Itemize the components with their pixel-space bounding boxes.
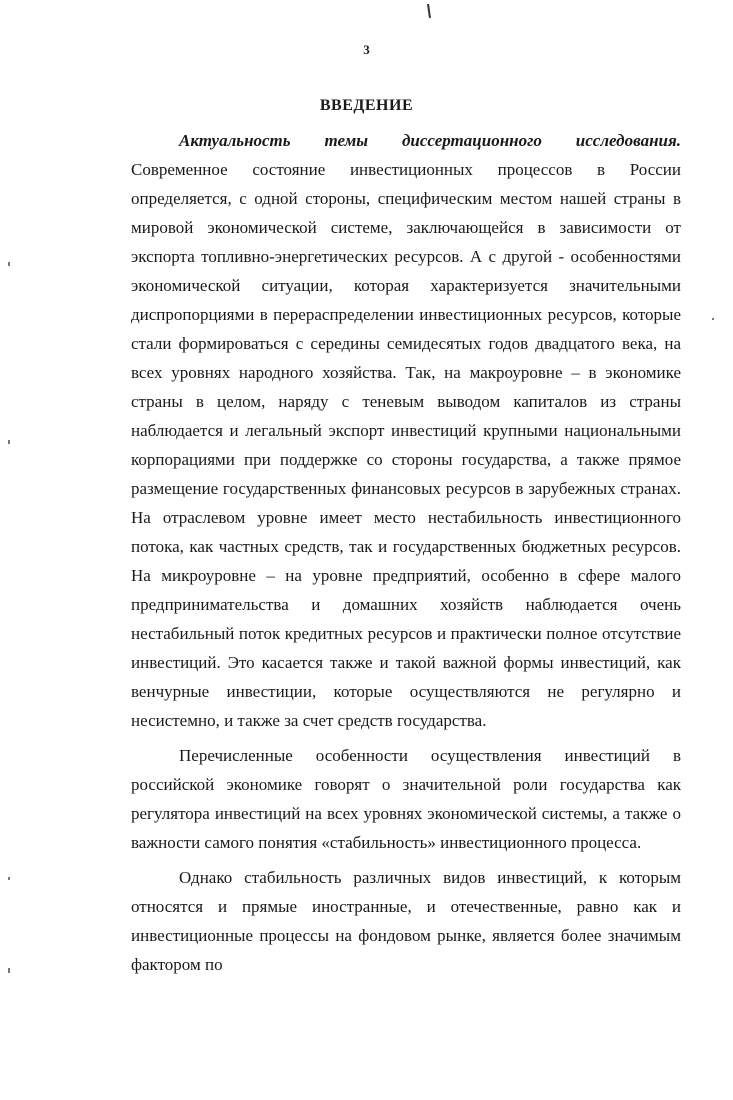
scan-mark-left-4 [8,968,10,973]
page-number: 3 [363,42,370,57]
paragraph-lead: Актуальность темы диссертационного исследования. [179,131,681,150]
scan-mark-left-2 [8,440,10,444]
scan-mark-left-3 [8,877,10,880]
body-text [131,126,681,979]
paragraph-stability: Однако стабильность различных видов инвестиций, к которым относятся и прямые иностранные, и отечественные, равно как и инвестиционные процессы на фондовом рынке, является более значимым фактором по [131,868,681,974]
scan-mark-left-1 [8,262,10,266]
paragraph-body: Современное состояние инвестиционных процессов в России определяется, с одной стороны, специфическим местом нашей страны в мировой экономической системе, заключающейся в зависимости от экспорта топливно-энергетических ресурсов. А с другой - особенностями экономической ситуации, которая характеризуется значительными диспропорциями в перераспределении инвестиционных ресурсов, которые стали формироваться с середины семидесятых годов двадцатого века, на всех уровнях народного хозяйства. Так, на макроуровне – в экономике страны в целом, наряду с теневым выводом капиталов из страны наблюдается и легальный экспорт инвестиций крупными национальными корпорациями при поддержке со стороны государства, а также прямое размещение государственных финансовых ресурсов в зарубежных странах. На отраслевом уровне имеет место нестабильность инвестиционного потока, как частных средств, так и государственных бюджетных ресурсов. На микроуровне – на уровне предприятий, особенно в сфере малого предпринимательства и домашних хозяйств наблюдается очень нестабильный поток кредитных ресурсов и практически полное отсутствие инвестиций. Это касается также и такой важной формы инвестиций, как венчурные инвестиции, которые осуществляются не регулярно и несистемно, и также за счет средств государства. [131,160,681,730]
scan-mark-top [427,4,431,18]
page-heading: ВВЕДЕНИЕ [319,97,414,114]
scan-mark-right [712,318,714,320]
paragraph-relevance [131,126,681,735]
paragraph-features: Перечисленные особенности осуществления инвестиций в российской экономике говорят о значительной роли государства как регулятора инвестиций на всех уровнях экономической системы, а также о важности самого понятия «стабильность» инвестиционного процесса. [131,746,681,852]
